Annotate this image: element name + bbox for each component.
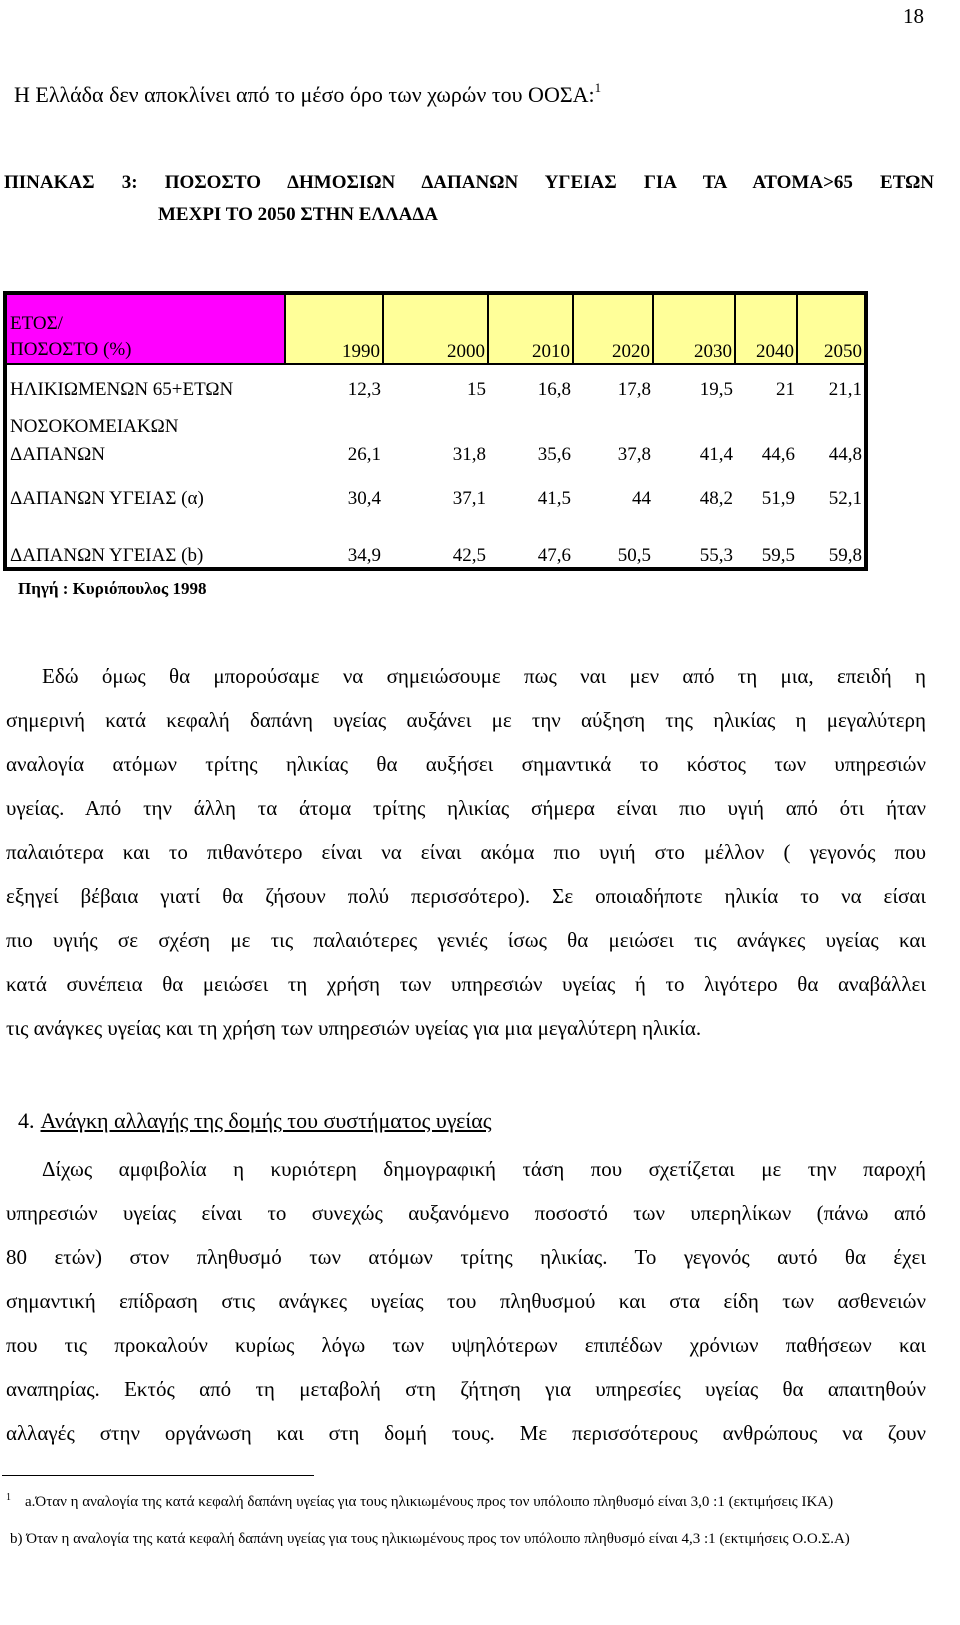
paragraph-line: αλλαγές στην οργάνωση και στη δομή τους. Με περισσότερους ανθρώπους να ζουν [6,1421,926,1445]
footnote-b-text: b) Όταν η αναλογία της κατά κεφαλή δαπάνη υγείας για τους ηλικιωμένους προς τον υπόλοιπο πληθυσμό είναι 4,3 :1 (εκτιμήσεις Ο.Ο.Σ.Α) [10,1531,850,1547]
table-caption-line1: ΠΙΝΑΚΑΣ 3: ΠΟΣΟΣΤΟ ΔΗΜΟΣΙΩΝ ΔΑΠΑΝΩΝ ΥΓΕΙΑΣ ΓΙΑ ΤΑ ΑΤΟΜΑ>65 ΕΤΩΝ [4,172,934,193]
table-cell: 21,1 [828,379,862,400]
table-cell: 44,8 [828,444,862,465]
section-number: 4. [18,1108,35,1133]
section-title: Ανάγκη αλλαγής της δομής του συστήματος υγείας [40,1108,492,1133]
table-row [5,469,866,510]
table-cell: 41,5 [537,488,571,509]
table-row [5,401,866,469]
table-cell: 35,6 [537,444,571,465]
paragraph-1 [6,654,926,1050]
row-label: ΔΑΠΑΝΩΝ ΥΓΕΙΑΣ (α) [10,488,204,509]
paragraph-line: πιο υγιής σε σχέση με τις παλαιότερες γενιές ίσως θα μειώσει τις ανάγκες υγείας και [6,928,926,952]
year-header: 2040 [735,293,797,364]
table-cell: 59,8 [828,545,862,566]
table-cell: 51,9 [761,488,795,509]
table-row [5,510,866,569]
paragraph-line: 80 ετών) στον πληθυσμό των ατόμων τρίτης ηλικίας. Το γεγονός αυτό θα έχει [6,1245,926,1269]
year-header: 1990 [285,293,383,364]
paragraph-2 [6,1147,926,1455]
table-cell: 30,4 [347,488,381,509]
header-corner-cell [5,293,285,364]
corner-label-percent: ΠΟΣΟΣΤΟ (%) [10,339,132,360]
year-header: 2030 [653,293,735,364]
health-expenditure-table [3,291,868,571]
paragraph-line: που τις προκαλούν κυρίως λόγω των υψηλότερων επιπέδων χρόνιων παθήσεων και [6,1333,926,1357]
year-header: 2050 [797,293,866,364]
paragraph-line: υγείας. Από την άλλη τα άτομα τρίτης ηλικίας σήμερα είναι πιο υγιή από ότι ήταν [6,796,926,820]
table-cell: 44 [632,488,651,509]
paragraph-line: αναλογία ατόμων τρίτης ηλικίας θα αυξήσει σημαντικά το κόστος των υπηρεσιών [6,752,926,776]
table-cell: 26,1 [347,444,381,465]
page-number: 18 [903,4,924,28]
paragraph-line: κατά συνέπεια θα μειώσει τη χρήση των υπηρεσιών υγείας ή το λιγότερο θα αναβάλλει [6,972,926,996]
footnote-a-text: a.Όταν η αναλογία της κατά κεφαλή δαπάνη υγείας για τους ηλικιωμένους προς τον υπόλοιπο πληθυσμό είναι 3,0 :1 (εκτιμήσεις ΙΚΑ) [25,1494,834,1510]
footnote-separator [2,1475,314,1476]
intro-text: Η Ελλάδα δεν αποκλίνει από το μέσο όρο των χωρών του ΟΟΣΑ: [14,82,595,107]
paragraph-line: υπηρεσιών υγείας είναι το συνεχώς αυξανόμενο ποσοστό των υπερηλίκων (πάνω από [6,1201,926,1225]
row-label [5,401,285,469]
paragraph-line: Εδώ όμως θα μπορούσαμε να σημειώσουμε πως ναι μεν από τη μια, επειδή η [42,664,926,688]
table-cell: 15 [467,379,486,400]
table-header-row [5,293,866,364]
row-label: ΗΛΙΚΙΩΜΕΝΩΝ 65+ΕΤΩΝ [10,379,234,400]
table-cell: 17,8 [617,379,651,400]
table-cell: 55,3 [699,545,733,566]
table-cell: 21 [776,379,795,400]
paragraph-line: παλαιότερα και το πιθανότερο είναι να είναι ακόμα πιο υγιή στο μέλλον ( γεγονός που [6,840,926,864]
paragraph-line: εξηγεί βέβαια γιατί θα ζήσουν πολύ περισσότερο). Σε οποιαδήποτε ηλικία το να είσαι [6,884,926,908]
table-cell: 47,6 [537,545,571,566]
footnote-a [6,1488,926,1512]
table-row [5,364,866,401]
paragraph-line: τις ανάγκες υγείας και τη χρήση των υπηρεσιών υγείας για μια μεγαλύτερη ηλικία. [6,1016,702,1040]
row-label: ΔΑΠΑΝΩΝ ΥΓΕΙΑΣ (b) [10,545,204,566]
table-cell: 37,8 [617,444,651,465]
table-cell: 34,9 [347,545,381,566]
table-cell: 50,5 [617,545,651,566]
table-cell: 48,2 [699,488,733,509]
table-cell: 16,8 [537,379,571,400]
table-cell: 41,4 [699,444,733,465]
table-cell: 44,6 [761,444,795,465]
intro-sentence [14,80,601,108]
table-cell: 19,5 [699,379,733,400]
table-cell: 31,8 [452,444,486,465]
paragraph-line: σημερινή κατά κεφαλή δαπάνη υγείας αυξάνει με την αύξηση της ηλικίας η μεγαλύτερη [6,708,926,732]
table-cell: 59,5 [761,545,795,566]
table-cell: 37,1 [452,488,486,509]
paragraph-line: Δίχως αμφιβολία η κυριότερη δημογραφική τάση που σχετίζεται με την παροχή [42,1157,926,1181]
footnote-ref[interactable]: 1 [594,80,602,95]
year-header: 2010 [488,293,573,364]
year-header: 2000 [383,293,488,364]
table-cell: 42,5 [452,545,486,566]
row-label-line1: ΝΟΣΟΚΟΜΕΙΑΚΩΝ [10,416,179,437]
footnote-marker: 1 [6,1492,11,1503]
corner-label-year: ΕΤΟΣ/ [10,313,63,334]
table-caption-line2: ΜΕΧΡΙ ΤΟ 2050 ΣΤΗΝ ΕΛΛΑΔΑ [158,204,438,225]
section-heading [14,1108,492,1134]
row-label-line2: ΔΑΠΑΝΩΝ [10,444,105,465]
paragraph-line: αναπηρίας. Εκτός από τη μεταβολή στη ζήτηση για υπηρεσίες υγείας θα απαιτηθούν [6,1377,926,1401]
year-header: 2020 [573,293,653,364]
footnote-b [10,1530,930,1549]
table-cell: 12,3 [347,379,381,400]
table-source: Πηγή : Κυριόπουλος 1998 [18,579,207,598]
paragraph-line: σημαντική επίδραση στις ανάγκες υγείας του πληθυσμού και στα είδη των ασθενειών [6,1289,926,1313]
table-cell: 52,1 [828,488,862,509]
